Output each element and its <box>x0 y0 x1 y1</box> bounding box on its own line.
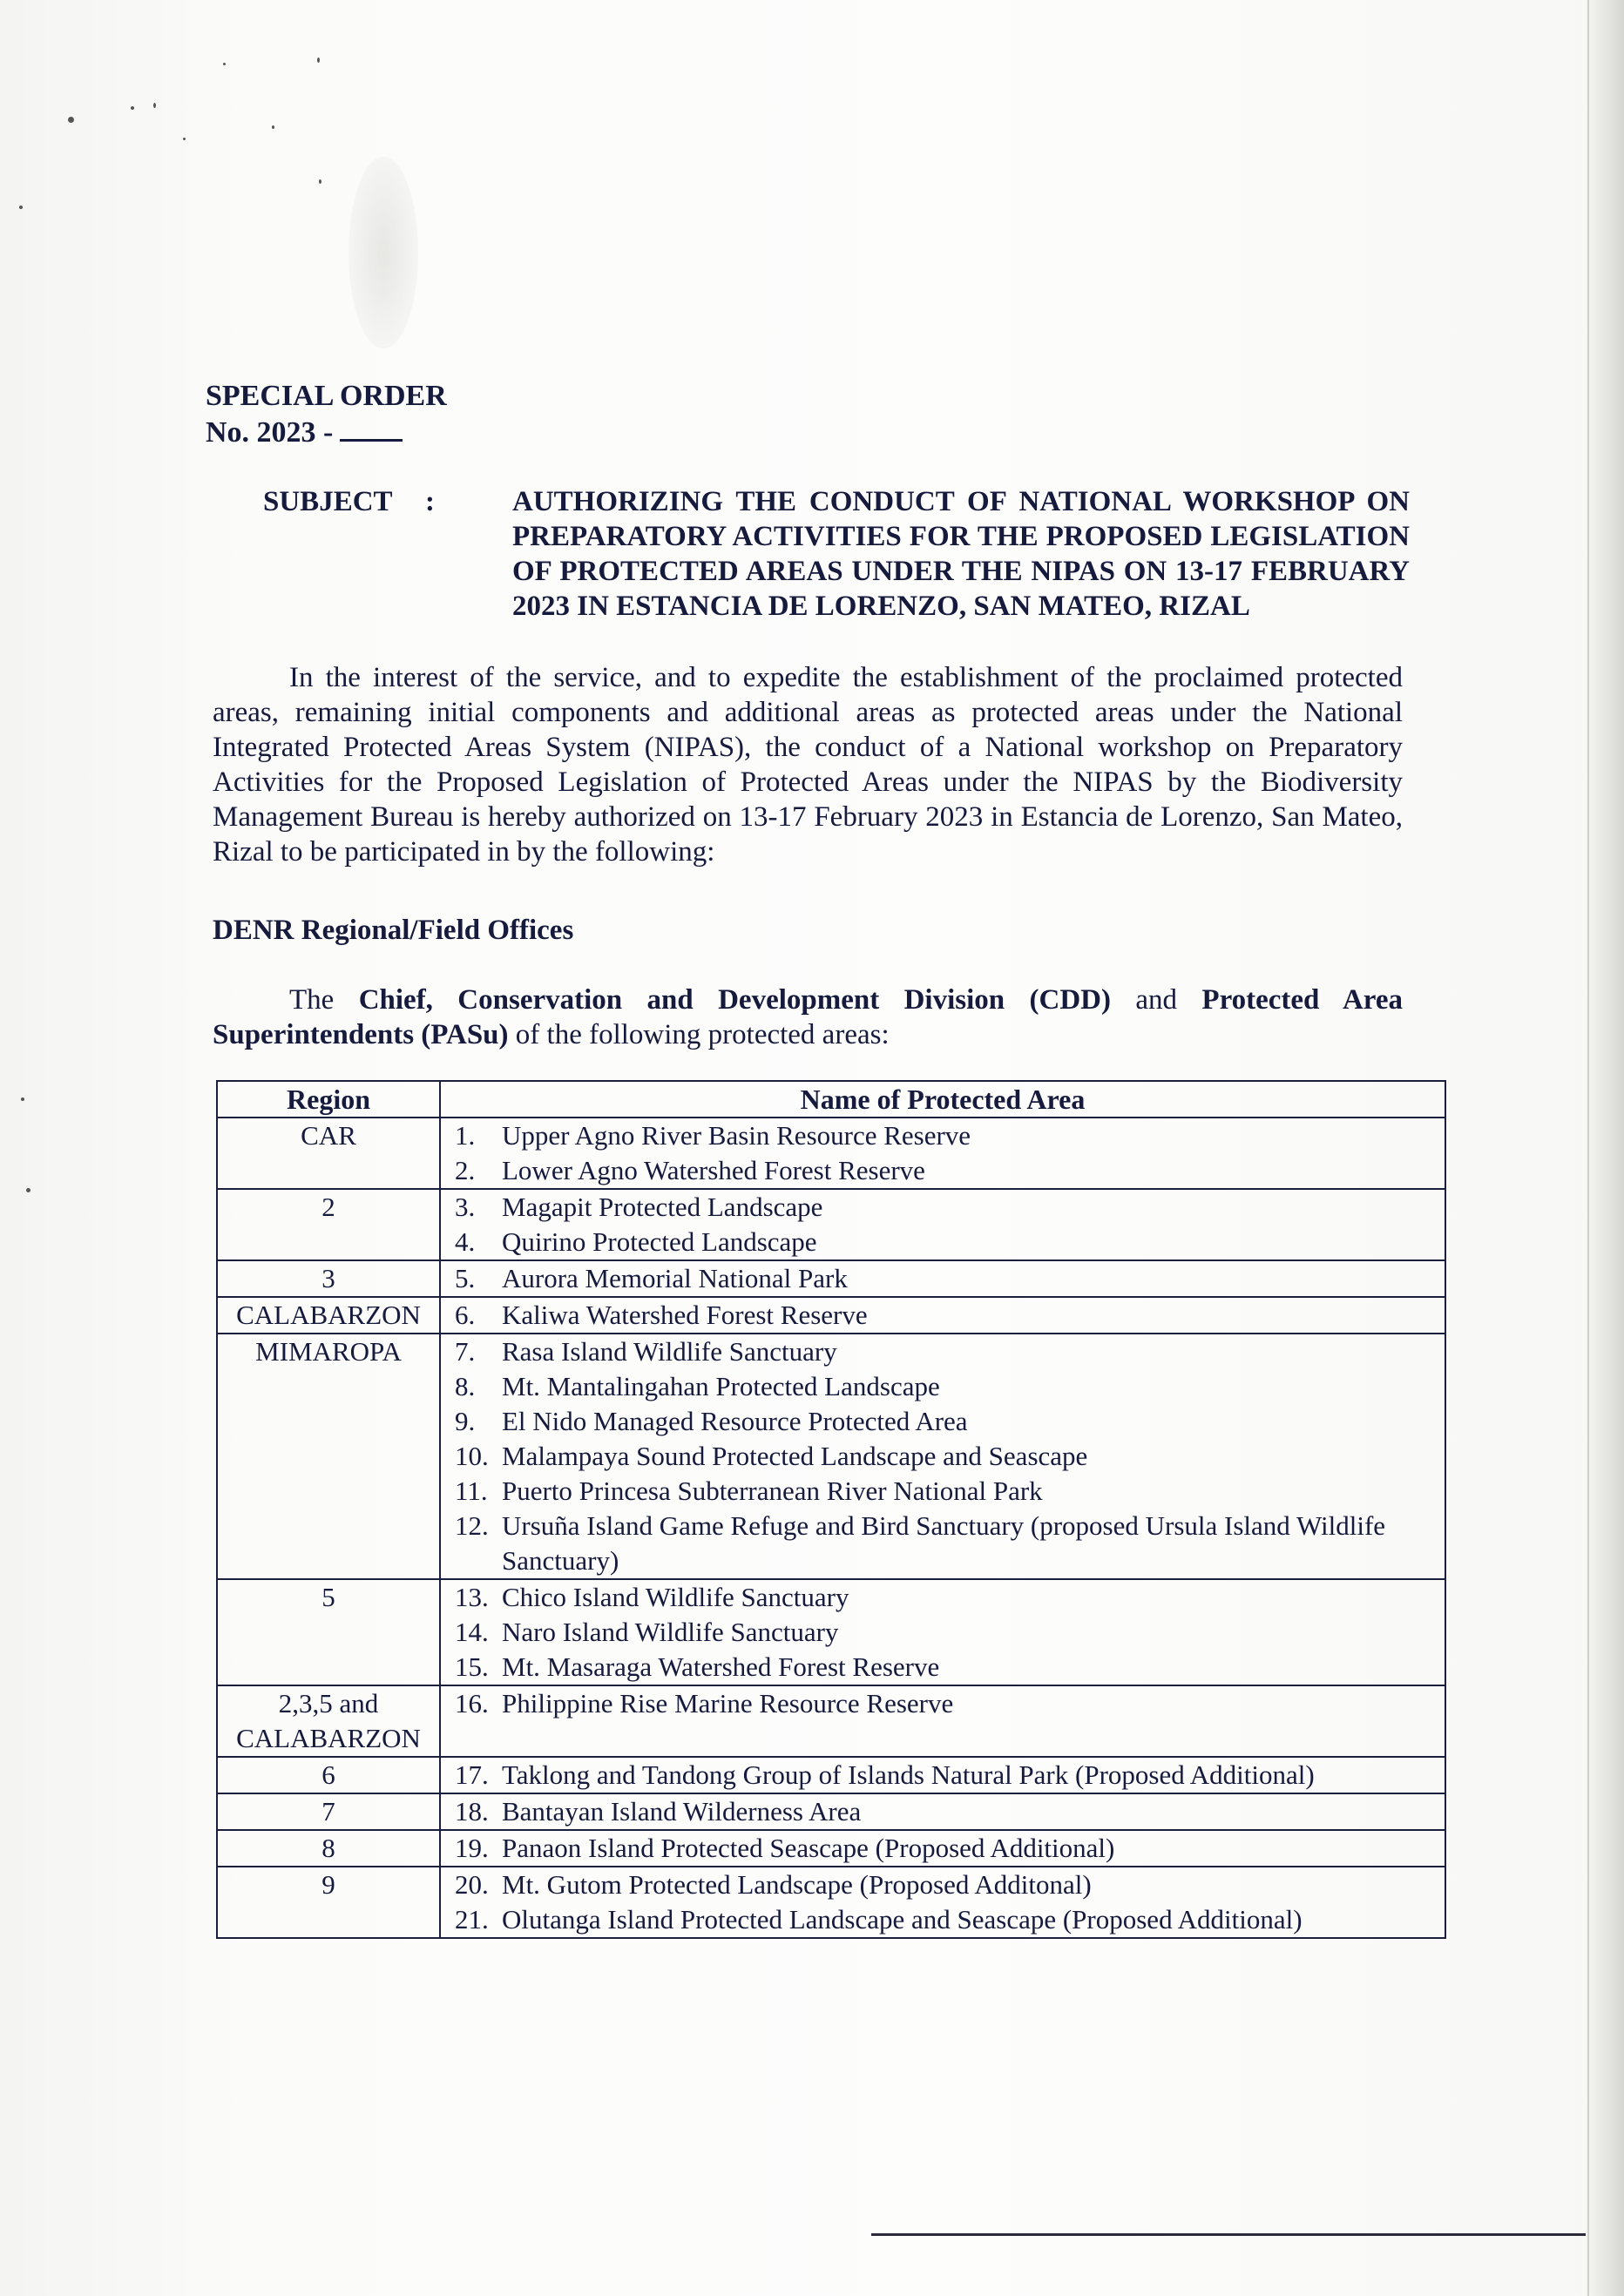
name-header: Name of Protected Area <box>440 1081 1445 1118</box>
item-number: 7. <box>455 1336 476 1367</box>
item-number: 12. <box>455 1510 489 1541</box>
table-row <box>217 1793 1445 1830</box>
protected-area-item <box>455 1867 1436 1902</box>
order-number <box>206 415 447 451</box>
protected-area-item <box>455 1509 1436 1578</box>
item-name: Naro Island Wildlife Sanctuary <box>502 1617 839 1647</box>
item-number: 4. <box>455 1226 476 1257</box>
item-name: Olutanga Island Protected Landscape and Seascape (Proposed Additional) <box>502 1904 1303 1935</box>
description-bold-cdd: Chief, Conservation and Development Division (CDD) <box>358 984 1111 1016</box>
item-name: Puerto Princesa Subterranean River National Park <box>502 1476 1043 1506</box>
speck <box>317 57 320 63</box>
region-cell: 5 <box>217 1579 440 1685</box>
description-middle: and <box>1111 984 1202 1016</box>
protected-area-cell <box>440 1297 1445 1334</box>
item-name: Panaon Island Protected Seascape (Proposed Additional) <box>502 1833 1115 1863</box>
subject-label: SUBJECT <box>263 486 393 517</box>
item-number: 11. <box>455 1476 488 1506</box>
protected-area-item <box>455 1758 1436 1793</box>
protected-area-item <box>455 1298 1436 1333</box>
table-row <box>217 1260 1445 1297</box>
subject-text: AUTHORIZING THE CONDUCT OF NATIONAL WORKSHOP ON PREPARATORY ACTIVITIES FOR THE PROPOSED LEGISLATION OF PROTECTED AREAS UNDER THE NIPAS ON 13-17 FEBRUARY 2023 IN ESTANCIA DE LORENZO, SAN MATEO, RIZAL <box>512 486 1410 622</box>
order-number-label: No. 2023 - <box>206 416 334 449</box>
bottom-rule <box>871 2233 1586 2236</box>
speck <box>26 1188 30 1192</box>
protected-area-item <box>455 1650 1436 1685</box>
speck <box>19 206 23 209</box>
speck <box>272 125 274 129</box>
item-number: 5. <box>455 1263 476 1293</box>
description-bold-pasu: Protected Area Superintendents (PASu) <box>213 984 1403 1050</box>
intro-paragraph: In the interest of the service, and to expedite the establishment of the proclaimed protected areas, remaining initial components and additional areas as protected areas under the National Integrated Protected Areas System (NIPAS), the conduct of a National workshop on Preparatory Activities for the Proposed Legislation of Protected Areas under the NIPAS by the Biodiversity Management Bureau is hereby authorized on 13-17 February 2023 in Estancia de Lorenzo, San Mateo, Rizal to be participated in by the following: <box>213 662 1403 868</box>
table-header-row <box>217 1081 1445 1118</box>
item-name: Aurora Memorial National Park <box>502 1263 848 1293</box>
item-name: Taklong and Tandong Group of Islands Natural Park (Proposed Additional) <box>502 1759 1315 1790</box>
region-cell: 2 <box>217 1189 440 1260</box>
item-name: Mt. Gutom Protected Landscape (Proposed Additonal) <box>502 1869 1092 1900</box>
protected-area-item <box>455 1831 1436 1866</box>
description-suffix: of the following protected areas: <box>508 1019 890 1050</box>
table-row <box>217 1189 1445 1260</box>
speck <box>68 117 74 123</box>
protected-area-item <box>455 1794 1436 1829</box>
region-cell: MIMAROPA <box>217 1334 440 1579</box>
protected-area-item <box>455 1902 1436 1937</box>
order-title: SPECIAL ORDER <box>206 380 447 412</box>
protected-area-cell <box>440 1189 1445 1260</box>
protected-area-cell <box>440 1867 1445 1938</box>
table-row <box>217 1830 1445 1867</box>
region-header: Region <box>217 1081 440 1118</box>
table-row <box>217 1757 1445 1793</box>
protected-area-item <box>455 1439 1436 1474</box>
item-name: Malampaya Sound Protected Landscape and Seascape <box>502 1441 1088 1471</box>
order-header <box>206 378 447 451</box>
region-cell: 3 <box>217 1260 440 1297</box>
protected-area-item <box>455 1615 1436 1650</box>
item-number: 1. <box>455 1120 476 1151</box>
item-number: 18. <box>455 1796 489 1827</box>
protected-areas-table <box>216 1080 1446 1939</box>
region-cell: CALABARZON <box>217 1297 440 1334</box>
protected-area-item <box>455 1225 1436 1259</box>
item-name: Rasa Island Wildlife Sanctuary <box>502 1336 837 1367</box>
table-row <box>217 1334 1445 1579</box>
region-cell: 8 <box>217 1830 440 1867</box>
item-number: 21. <box>455 1904 489 1935</box>
speck <box>183 138 186 140</box>
item-number: 17. <box>455 1759 489 1790</box>
table-row <box>217 1118 1445 1189</box>
item-name: Mt. Masaraga Watershed Forest Reserve <box>502 1651 940 1682</box>
item-number: 8. <box>455 1371 476 1401</box>
protected-area-item <box>455 1153 1436 1188</box>
protected-area-item <box>455 1686 1436 1721</box>
item-name: Magapit Protected Landscape <box>502 1192 823 1222</box>
speck <box>319 179 321 184</box>
item-name: Mt. Mantalingahan Protected Landscape <box>502 1371 940 1401</box>
protected-area-item <box>455 1404 1436 1439</box>
table-row <box>217 1297 1445 1334</box>
region-cell: CAR <box>217 1118 440 1189</box>
item-number: 16. <box>455 1688 489 1719</box>
table-row <box>217 1867 1445 1938</box>
protected-area-item <box>455 1334 1436 1369</box>
protected-area-cell <box>440 1685 1445 1757</box>
item-number: 20. <box>455 1869 489 1900</box>
protected-area-cell <box>440 1334 1445 1579</box>
speck <box>21 1097 24 1101</box>
item-number: 10. <box>455 1441 489 1471</box>
item-number: 3. <box>455 1192 476 1222</box>
section-heading: DENR Regional/Field Offices <box>213 915 574 946</box>
order-number-blank <box>340 420 403 442</box>
item-name: Quirino Protected Landscape <box>502 1226 817 1257</box>
protected-area-item <box>455 1190 1436 1225</box>
speck <box>131 106 134 110</box>
paper-shadow <box>348 157 418 348</box>
item-name: Chico Island Wildlife Sanctuary <box>502 1582 849 1612</box>
protected-area-item <box>455 1261 1436 1296</box>
protected-area-item <box>455 1118 1436 1153</box>
item-number: 19. <box>455 1833 489 1863</box>
region-cell: 9 <box>217 1867 440 1938</box>
table-row <box>217 1579 1445 1685</box>
protected-area-cell <box>440 1793 1445 1830</box>
protected-area-item <box>455 1369 1436 1404</box>
item-name: El Nido Managed Resource Protected Area <box>502 1406 968 1436</box>
item-name: Ursuña Island Game Refuge and Bird Sanctuary (proposed Ursula Island Wildlife Sanctuary) <box>502 1510 1386 1576</box>
description-paragraph <box>213 983 1403 1052</box>
table-row <box>217 1685 1445 1757</box>
protected-area-item <box>455 1580 1436 1615</box>
region-cell: 7 <box>217 1793 440 1830</box>
item-number: 15. <box>455 1651 489 1682</box>
speck <box>223 63 226 65</box>
page-edge-line <box>1587 0 1589 2296</box>
item-number: 2. <box>455 1155 476 1185</box>
item-name: Philippine Rise Marine Resource Reserve <box>502 1688 954 1719</box>
region-cell: 6 <box>217 1757 440 1793</box>
item-number: 14. <box>455 1617 489 1647</box>
description-prefix: The <box>289 984 359 1016</box>
protected-area-cell <box>440 1118 1445 1189</box>
item-number: 9. <box>455 1406 476 1436</box>
protected-area-cell <box>440 1579 1445 1685</box>
item-number: 6. <box>455 1300 476 1330</box>
protected-area-cell <box>440 1757 1445 1793</box>
item-number: 13. <box>455 1582 489 1612</box>
protected-area-cell <box>440 1260 1445 1297</box>
item-name: Lower Agno Watershed Forest Reserve <box>502 1155 925 1185</box>
item-name: Kaliwa Watershed Forest Reserve <box>502 1300 868 1330</box>
subject-colon: : <box>425 486 435 517</box>
page-edge <box>1586 0 1624 2296</box>
protected-area-cell <box>440 1830 1445 1867</box>
item-name: Upper Agno River Basin Resource Reserve <box>502 1120 971 1151</box>
protected-area-item <box>455 1474 1436 1509</box>
table-body <box>217 1118 1445 1938</box>
protected-areas-table-wrap <box>216 1080 1446 1939</box>
speck <box>153 103 156 108</box>
item-name: Bantayan Island Wilderness Area <box>502 1796 862 1827</box>
region-cell: 2,3,5 and CALABARZON <box>217 1685 440 1757</box>
